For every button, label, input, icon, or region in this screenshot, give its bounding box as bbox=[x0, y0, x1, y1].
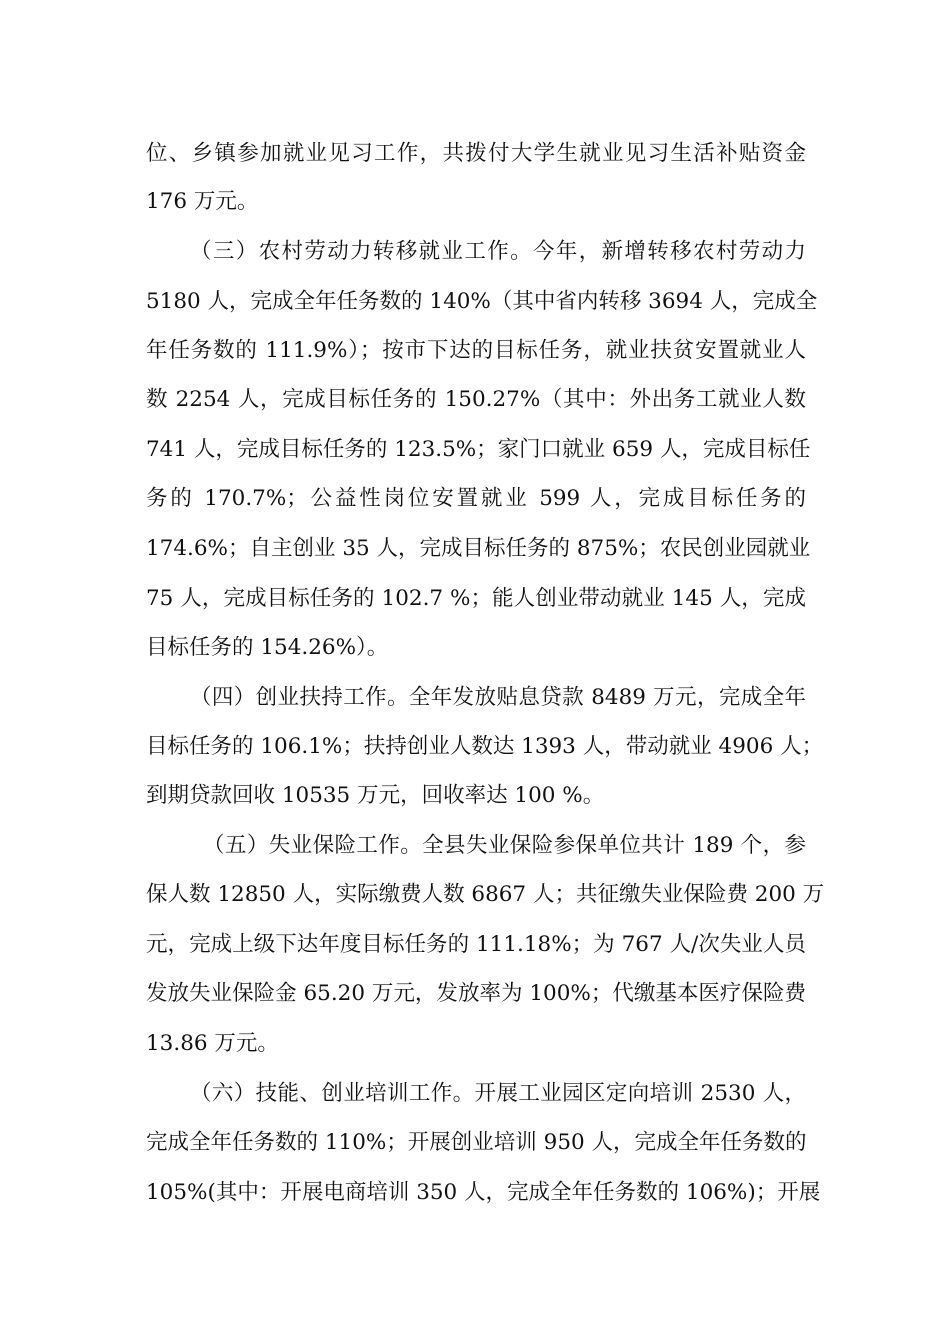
text-line: 年任务数的 111.9%）；按市下达的目标任务，就业扶贫安置就业人 bbox=[146, 338, 806, 363]
text-line: 完成全年任务数的 110%；开展创业培训 950 人，完成全年任务数的 bbox=[146, 1130, 807, 1155]
text-line: 目标任务的 106.1%；扶持创业人数达 1393 人，带动就业 4906 人； bbox=[146, 734, 824, 759]
text-line: 174.6%；自主创业 35 人，完成目标任务的 875%；农民创业园就业 bbox=[146, 536, 811, 561]
text-line: 到期贷款回收 10535 万元，回收率达 100 %。 bbox=[146, 783, 605, 808]
text-line: （三）农村劳动力转移就业工作。今年，新增转移农村劳动力 bbox=[190, 239, 806, 264]
text-line: 176 万元。 bbox=[146, 189, 259, 214]
text-line: 105%(其中：开展电商培训 350 人，完成全年任务数的 106%)；开展 bbox=[146, 1180, 821, 1205]
text-line: 位、乡镇参加就业见习工作，共拨付大学生就业见习生活补贴资金 bbox=[146, 141, 806, 166]
text-line: 13.86 万元。 bbox=[146, 1031, 279, 1056]
text-line: 保人数 12850 人，实际缴费人数 6867 人；共征缴失业保险费 200 万 bbox=[146, 882, 825, 907]
text-line: （四）创业扶持工作。全年发放贴息贷款 8489 万元，完成全年 bbox=[190, 685, 806, 710]
text-line: 务的 170.7%；公益性岗位安置就业 599 人，完成目标任务的 bbox=[146, 486, 806, 511]
text-line: 目标任务的 154.26%）。 bbox=[146, 635, 389, 660]
text-line: 5180 人，完成全年任务数的 140%（其中省内转移 3694 人，完成全 bbox=[146, 289, 818, 314]
text-line: （六）技能、创业培训工作。开展工业园区定向培训 2530 人， bbox=[190, 1081, 806, 1106]
text-line: 数 2254 人，完成目标任务的 150.27%（其中：外出务工就业人数 bbox=[146, 387, 806, 412]
text-line: 发放失业保险金 65.20 万元，发放率为 100%；代缴基本医疗保险费 bbox=[146, 981, 806, 1006]
text-line: （五）失业保险工作。全县失业保险参保单位共计 189 个，参 bbox=[203, 833, 806, 858]
text-line: 741 人，完成目标任务的 123.5%；家门口就业 659 人，完成目标任 bbox=[146, 437, 811, 462]
text-line: 元，完成上级下达年度目标任务的 111.18%；为 767 人/次失业人员 bbox=[146, 932, 806, 957]
text-line: 75 人，完成目标任务的 102.7 %；能人创业带动就业 145 人，完成 bbox=[146, 586, 806, 611]
